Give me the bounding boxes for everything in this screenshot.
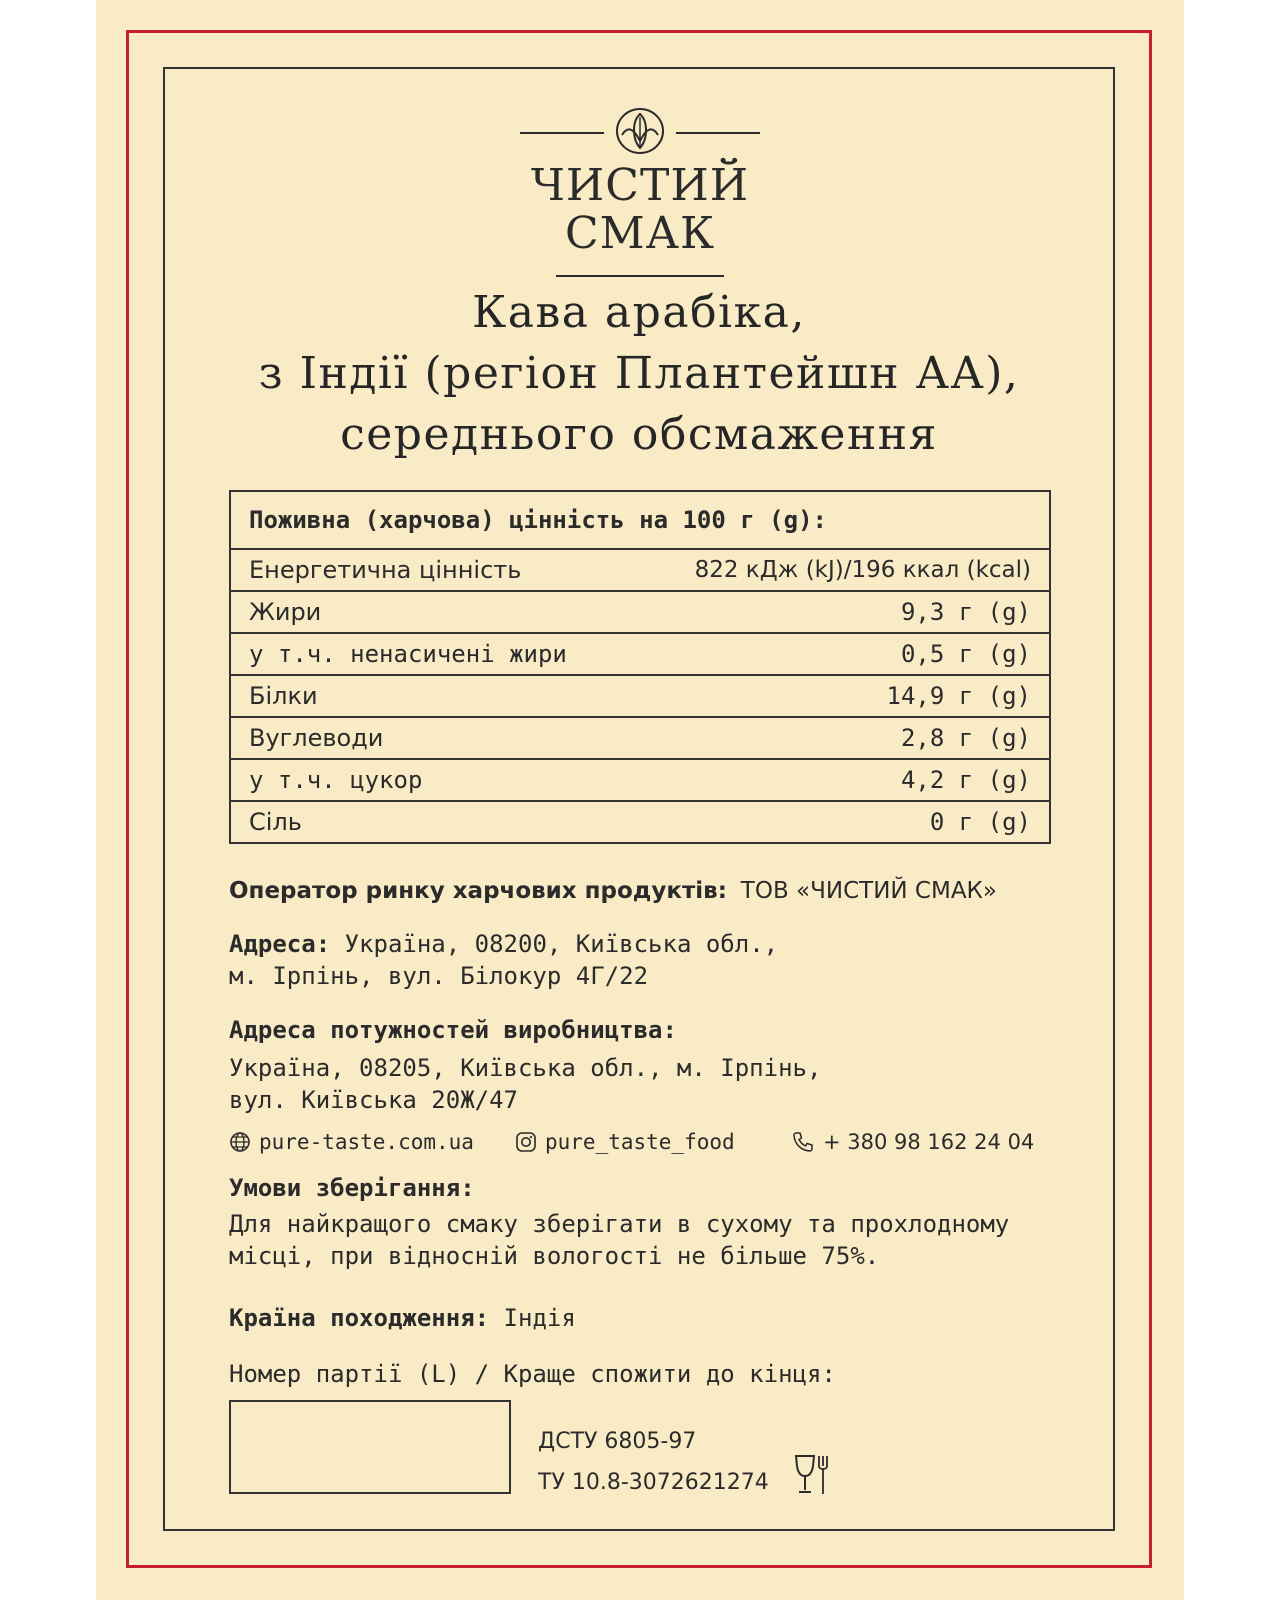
contacts-row <box>229 1124 1051 1160</box>
nutrient-value: 0 г (g) <box>929 808 1031 836</box>
globe-icon <box>229 1131 251 1153</box>
brand-name-line1: ЧИСТИЙ <box>530 160 750 211</box>
nutrient-value: 2,8 г (g) <box>900 724 1031 752</box>
instagram-text: pure_taste_food <box>545 1130 735 1154</box>
nutrient-value: 822 кДж (kJ)/196 ккал (kcal) <box>694 557 1031 583</box>
storage-label: Умови зберігання: <box>229 1174 475 1202</box>
phone-link[interactable] <box>791 1124 1034 1160</box>
nutrition-row <box>231 634 1049 676</box>
address-line: м. Ірпінь, вул. Білокур 4Г/22 <box>229 962 649 990</box>
nutrient-name: у т.ч. цукор <box>249 766 423 794</box>
origin-block <box>229 1302 1109 1334</box>
website-link[interactable] <box>229 1124 474 1160</box>
production-line: вул. Київська 20Ж/47 <box>229 1086 518 1114</box>
nutrient-value: 9,3 г (g) <box>900 598 1031 626</box>
instagram-link[interactable] <box>515 1124 735 1160</box>
nutrient-name: Вуглеводи <box>249 724 384 752</box>
production-line: Україна, 08205, Київська обл., м. Ірпінь, <box>229 1054 822 1082</box>
storage-line: місці, при відносній вологості не більше 75%. <box>229 1242 880 1270</box>
nutrition-row <box>231 760 1049 802</box>
nutrient-name: Сіль <box>249 808 302 836</box>
product-title-line: Кава арабіка, <box>472 287 806 338</box>
coffee-bean-icon <box>614 105 666 157</box>
nutrition-row <box>231 676 1049 718</box>
origin-value: Індія <box>503 1304 576 1332</box>
operator-value: ТОВ «ЧИСТИЙ СМАК» <box>740 878 997 904</box>
address-block <box>229 928 1109 992</box>
nutrient-value: 4,2 г (g) <box>900 766 1031 794</box>
product-title-line: з Індії (регіон Плантейшн АА), <box>258 348 1020 399</box>
phone-icon <box>791 1130 815 1154</box>
operator-label: Оператор ринку харчових продуктів: <box>229 878 727 904</box>
nutrition-row <box>231 802 1049 842</box>
production-label: Адреса потужностей виробництва: <box>229 1016 677 1044</box>
nutrition-table <box>229 490 1051 844</box>
logo-rule-left <box>520 132 604 134</box>
batch-label: Номер партії (L) / Краще спожити до кінця: <box>229 1360 836 1388</box>
nutrient-name: Енергетична цінність <box>249 556 522 584</box>
origin-label: Країна походження: <box>229 1304 490 1332</box>
brand-name-line2: СМАК <box>564 208 716 259</box>
dstu-standard: ДСТУ 6805-97 <box>538 1429 697 1454</box>
tu-standard: ТУ 10.8-3072621274 <box>538 1470 769 1495</box>
nutrition-header: Поживна (харчова) цінність на 100 г (g): <box>231 492 1049 550</box>
brand-logo <box>0 105 1280 277</box>
address-label: Адреса: <box>229 930 331 958</box>
nutrient-name: у т.ч. ненасичені жири <box>249 640 567 668</box>
logo-underline <box>556 275 724 277</box>
product-title <box>163 282 1115 465</box>
phone-text: + 380 98 162 24 04 <box>823 1130 1035 1154</box>
nutrient-name: Жири <box>249 598 322 626</box>
storage-line: Для найкращого смаку зберігати в сухому та прохлодному <box>229 1210 1010 1238</box>
food-contact-glass-fork-icon <box>792 1452 832 1496</box>
batch-number-box <box>229 1400 511 1494</box>
nutrient-value: 14,9 г (g) <box>886 682 1031 710</box>
address-line: Україна, 08200, Київська обл., <box>344 930 779 958</box>
storage-block <box>229 1172 1109 1272</box>
production-block <box>229 1014 1109 1116</box>
nutrition-row <box>231 592 1049 634</box>
instagram-icon <box>515 1131 537 1153</box>
nutrition-row <box>231 550 1049 592</box>
operator-block <box>229 875 1109 907</box>
website-text: pure-taste.com.ua <box>259 1130 474 1154</box>
product-title-line: середнього обсмаження <box>340 409 938 460</box>
nutrient-name: Білки <box>249 682 318 710</box>
nutrition-row <box>231 718 1049 760</box>
nutrient-value: 0,5 г (g) <box>900 640 1031 668</box>
logo-rule-right <box>676 132 760 134</box>
